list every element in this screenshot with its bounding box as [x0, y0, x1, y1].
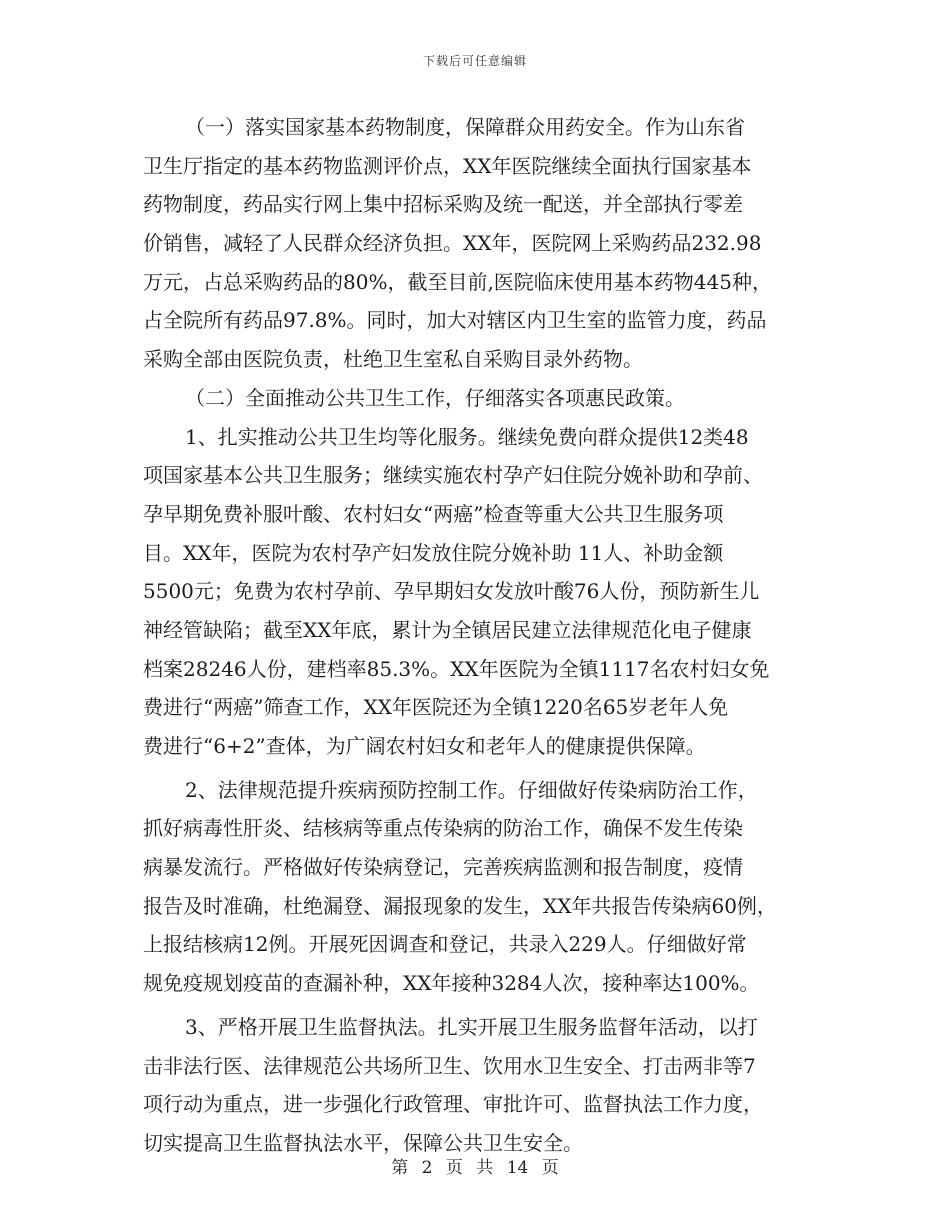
paragraph	[143, 418, 808, 766]
text-line: 报告及时准确，杜绝漏登、漏报现象的发生，XX年共报告传染病60例，	[143, 893, 777, 918]
text-line: 2、法律规范提升疾病预防控制工作。仔细做好传染病防治工作，	[185, 777, 758, 802]
page-unit-label: 页	[445, 1158, 463, 1178]
total-label: 共	[476, 1158, 494, 1178]
text-line: （二）全面推动公共卫生工作，仔细落实各项惠民政策。	[185, 385, 685, 410]
text-line: 价销售，减轻了人民群众经济负担。XX年，医院网上采购药品232.98	[143, 231, 762, 256]
text-line: 孕早期免费补服叶酸、农村妇女“两癌”检查等重大公共卫生服务项	[143, 501, 724, 526]
paragraph	[143, 771, 808, 1003]
text-line: 药物制度，药品实行网上集中招标采购及统一配送，并全部执行零差	[143, 192, 743, 217]
paragraph-heading	[143, 379, 808, 418]
current-page-number: 2	[421, 1158, 433, 1178]
total-pages-number: 14	[506, 1158, 529, 1178]
text-line: 神经管缺陷；截至XX年底，累计为全镇居民建立法律规范化电子健康	[143, 617, 752, 642]
page-label: 第	[391, 1158, 409, 1178]
document-body	[143, 108, 808, 1163]
text-line: 目。XX年，医院为农村孕产妇发放住院分娩补助 11人、补助金额	[143, 540, 724, 565]
page-unit-label-end: 页	[541, 1158, 559, 1178]
text-line: 5500元；免费为农村孕前、孕早期妇女发放叶酸76人份，预防新生儿	[143, 579, 760, 604]
text-line: 卫生厅指定的基本药物监测评价点，XX年医院继续全面执行国家基本	[143, 153, 752, 178]
page-footer	[0, 1153, 950, 1178]
text-line: 费进行“两癌”筛查工作，XX年医院还为全镇1220名65岁老年人免	[143, 695, 729, 720]
text-line: 上报结核病12例。开展死因调查和登记，共录入229人。仔细做好常	[143, 932, 747, 957]
text-line: 规免疫规划疫苗的查漏补种，XX年接种3284人次，接种率达100%。	[143, 971, 760, 996]
text-line: 费进行“6+2”查体，为广阔农村妇女和老年人的健康提供保障。	[143, 734, 706, 758]
text-line: 项行动为重点，进一步强化行政管理、审批许可、监督执法工作力度，	[143, 1092, 763, 1117]
text-line: 3、严格开展卫生监督执法。扎实开展卫生服务监督年活动，以打	[185, 1014, 758, 1039]
text-line: 项国家基本公共卫生服务；继续实施农村孕产妇住院分娩补助和孕前、	[143, 463, 763, 488]
text-line: 病暴发流行。严格做好传染病登记，完善疾病监测和报告制度，疫情	[143, 855, 743, 880]
paragraph	[143, 1008, 808, 1163]
text-line: 击非法行医、法律规范公共场所卫生、饮用水卫生安全、打击两非等7	[143, 1053, 756, 1078]
text-line: 万元，占总采购药品的80%，截至目前,医院临床使用基本药物445种，	[143, 269, 772, 294]
text-line: （一）落实国家基本药物制度，保障群众用药安全。作为山东省	[185, 115, 745, 139]
text-line: 占全院所有药品97.8%。同时，加大对辖区内卫生室的监管力度，药品	[143, 308, 767, 333]
text-line: 抓好病毒性肝炎、结核病等重点传染病的防治工作，确保不发生传染	[143, 816, 743, 841]
text-line: 切实提高卫生监督执法水平，保障公共卫生安全。	[143, 1130, 583, 1155]
text-line: 档案28246人份，建档率85.3%。XX年医院为全镇1117名农村妇女免	[143, 656, 770, 681]
text-line: 采购全部由医院负责，杜绝卫生室私自采购目录外药物。	[143, 347, 643, 372]
text-line: 1、扎实推动公共卫生均等化服务。继续免费向群众提供12类48	[185, 424, 749, 449]
paragraph	[143, 108, 808, 379]
page-header: 下载后可任意编辑	[422, 54, 527, 68]
